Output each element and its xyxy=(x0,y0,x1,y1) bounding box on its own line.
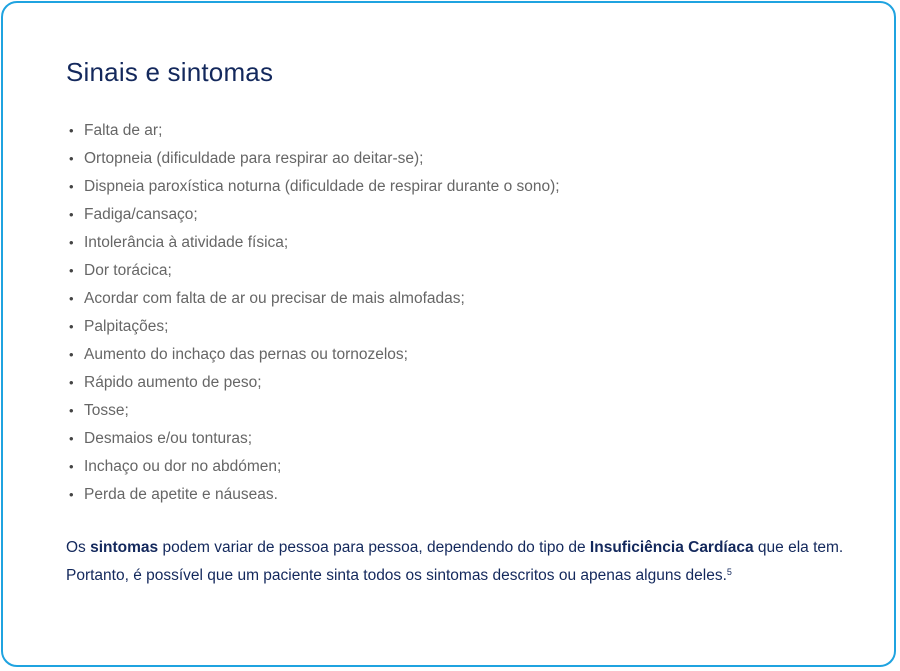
paragraph-text: que ela tem. Portanto, é possível que um paciente sinta todos os sintomas descritos ou apenas alguns deles. xyxy=(66,539,844,584)
symptoms-list xyxy=(69,117,560,509)
symptom-text: Tosse; xyxy=(84,402,129,419)
symptom-item xyxy=(69,285,560,313)
bullet-icon: • xyxy=(69,375,74,390)
symptom-item xyxy=(69,257,560,285)
symptom-text: Inchaço ou dor no abdómen; xyxy=(84,458,282,475)
symptom-item xyxy=(69,425,560,453)
symptom-item xyxy=(69,481,560,509)
symptom-text: Aumento do inchaço das pernas ou tornozelos; xyxy=(84,346,408,363)
symptom-text: Palpitações; xyxy=(84,318,169,335)
symptom-item xyxy=(69,229,560,257)
bullet-icon: • xyxy=(69,235,74,250)
bullet-icon: • xyxy=(69,347,74,362)
paragraph-emphasis: sintomas xyxy=(90,539,159,556)
bullet-icon: • xyxy=(69,459,74,474)
bullet-icon: • xyxy=(69,179,74,194)
symptom-text: Intolerância à atividade física; xyxy=(84,234,289,251)
symptom-item xyxy=(69,117,560,145)
footnote-reference: 5 xyxy=(726,567,732,577)
paragraph-text: Os xyxy=(66,539,91,556)
symptom-text: Dor torácica; xyxy=(84,262,172,279)
paragraph-text: podem variar de pessoa para pessoa, dependendo do tipo de xyxy=(158,539,590,556)
bullet-icon: • xyxy=(69,403,74,418)
symptom-text: Perda de apetite e náuseas. xyxy=(84,486,278,503)
symptom-item xyxy=(69,173,560,201)
section-title: Sinais e sintomas xyxy=(66,57,274,87)
bullet-icon: • xyxy=(69,123,74,138)
bullet-icon: • xyxy=(69,291,74,306)
symptom-text: Falta de ar; xyxy=(84,122,163,139)
symptom-text: Fadiga/cansaço; xyxy=(84,206,198,223)
symptom-item xyxy=(69,369,560,397)
bullet-icon: • xyxy=(69,207,74,222)
symptom-item xyxy=(69,453,560,481)
bullet-icon: • xyxy=(69,319,74,334)
symptom-item xyxy=(69,341,560,369)
symptom-text: Dispneia paroxística noturna (dificuldade de respirar durante o sono); xyxy=(84,178,560,195)
symptoms-paragraph xyxy=(66,534,846,590)
bullet-icon: • xyxy=(69,263,74,278)
symptom-text: Acordar com falta de ar ou precisar de mais almofadas; xyxy=(84,290,465,307)
symptom-text: Rápido aumento de peso; xyxy=(84,374,262,391)
symptom-item xyxy=(69,145,560,173)
bullet-icon: • xyxy=(69,431,74,446)
symptom-item xyxy=(69,201,560,229)
bullet-icon: • xyxy=(69,151,74,166)
symptoms-card xyxy=(1,1,896,667)
symptom-text: Ortopneia (dificuldade para respirar ao deitar-se); xyxy=(84,150,424,167)
paragraph-emphasis: Insuficiência Cardíaca xyxy=(589,539,754,556)
symptom-item xyxy=(69,397,560,425)
symptom-text: Desmaios e/ou tonturas; xyxy=(84,430,253,447)
bullet-icon: • xyxy=(69,487,74,502)
symptom-item xyxy=(69,313,560,341)
